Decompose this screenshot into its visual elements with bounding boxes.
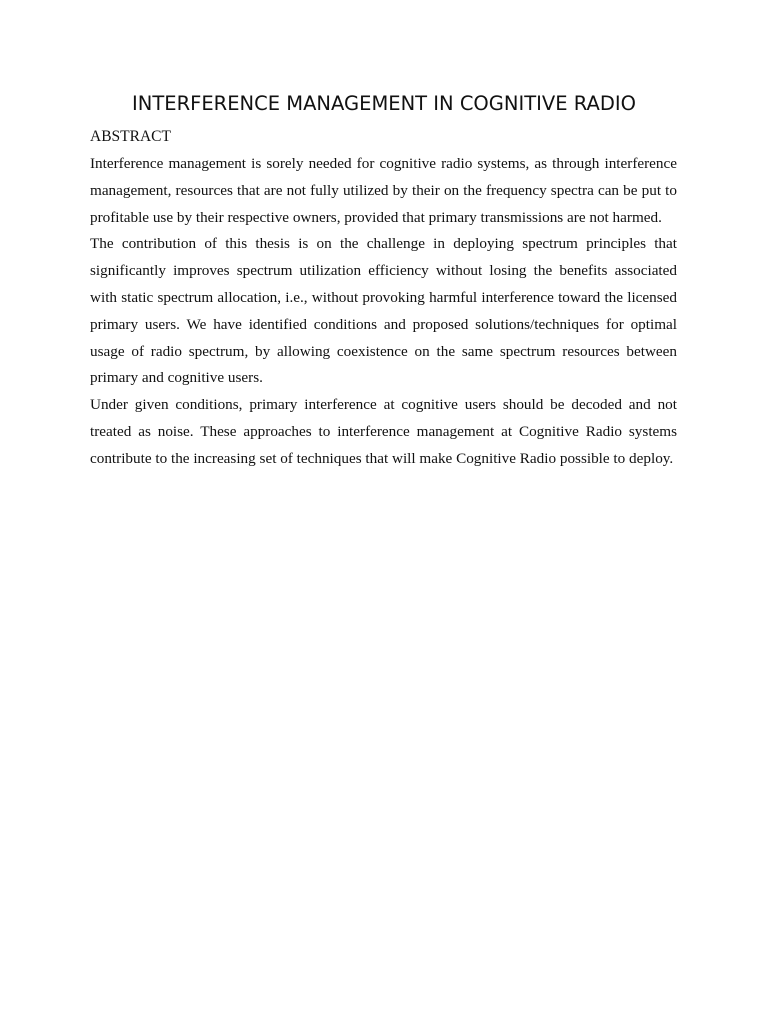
abstract-body [90,151,677,473]
abstract-paragraph-1: Interference management is sorely needed for cognitive radio systems, as through interference management, resources that are not fully utilized by their on the frequency spectra can be put to profitable use by their respective owners, provided that primary transmissions are not harmed. [90,155,677,226]
abstract-heading: ABSTRACT [90,128,171,145]
abstract-paragraph-3: Under given conditions, primary interference at cognitive users should be decoded and not treated as noise. These approaches to interference management at Cognitive Radio systems contribute to the increasing set of techniques that will make Cognitive Radio possible to deploy. [90,396,677,467]
abstract-paragraph-2: The contribution of this thesis is on the challenge in deploying spectrum principles that significantly improves spectrum utilization efficiency without losing the benefits associated with static spectrum allocation, i.e., without provoking harmful interference toward the licensed primary users. We have identified conditions and proposed solutions/techniques for optimal usage of radio spectrum, by allowing coexistence on the same spectrum resources between primary and cognitive users. [90,235,677,387]
document-title: INTERFERENCE MANAGEMENT IN COGNITIVE RADIO [132,92,636,115]
